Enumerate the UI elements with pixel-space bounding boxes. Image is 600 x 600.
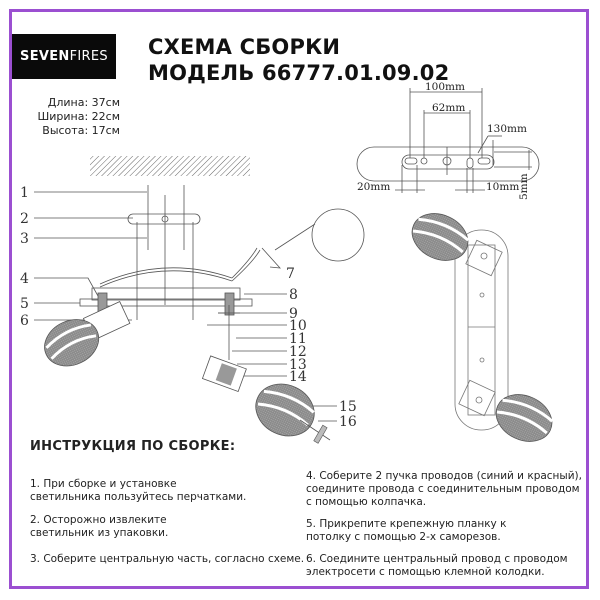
top-view-lamp-lower xyxy=(488,386,559,450)
step-6-line-1: 6. Соедините центральный провод с проводом xyxy=(306,553,568,565)
part-number-12: 12 xyxy=(289,344,307,360)
step-4-line-3: с помощью колпачка. xyxy=(306,496,427,508)
dim-100mm: 100mm xyxy=(425,81,465,93)
step-5-line-2: потолку с помощью 2-х саморезов. xyxy=(306,531,501,543)
step-2-line-1: 2. Осторожно извлеките xyxy=(30,514,167,526)
part-number-7: 7 xyxy=(286,266,295,282)
part-number-5: 5 xyxy=(20,296,29,312)
instruction-step-1 xyxy=(30,478,246,504)
instruction-step-3 xyxy=(30,553,304,566)
brand-light: FIRES xyxy=(69,49,108,64)
step-1-line-2: светильника пользуйтесь перчатками. xyxy=(30,491,247,503)
step-1-line-1: 1. При сборке и установке xyxy=(30,478,177,490)
title-line-2: МОДЕЛЬ 66777.01.09.02 xyxy=(148,61,450,85)
part-number-13: 13 xyxy=(289,357,307,373)
instructions-title: ИНСТРУКЦИЯ ПО СБОРКЕ: xyxy=(30,439,236,454)
part-number-11: 11 xyxy=(289,331,307,347)
right-lamp xyxy=(247,375,323,446)
part-number-1: 1 xyxy=(20,185,29,201)
dim-20mm: 20mm xyxy=(357,181,391,193)
top-view-lamp-upper xyxy=(404,205,475,269)
part-number-6: 6 xyxy=(20,313,29,329)
top-view xyxy=(455,230,508,430)
part-number-10: 10 xyxy=(289,318,307,334)
instruction-step-6 xyxy=(306,553,568,579)
step-5-line-1: 5. Прикрепите крепежную планку к xyxy=(306,518,507,530)
dim-130mm: 130mm xyxy=(487,123,527,135)
part-number-2: 2 xyxy=(20,211,29,227)
right-lamp-socket xyxy=(202,356,246,392)
part-number-9: 9 xyxy=(289,306,298,322)
ceiling-hatch xyxy=(90,156,250,176)
dim-5mm: 5mm xyxy=(518,173,530,200)
brand-bold: SEVEN xyxy=(20,49,70,64)
step-4-line-2: соедините провода с соединительным проводом xyxy=(306,483,580,495)
part-number-4: 4 xyxy=(20,271,29,287)
part-number-16: 16 xyxy=(339,414,357,430)
part-number-14: 14 xyxy=(289,369,307,385)
step-2-line-2: светильник из упаковки. xyxy=(30,527,169,539)
part-number-3: 3 xyxy=(20,231,29,247)
dimension-length: Длина: 37см xyxy=(47,96,120,109)
dimension-width: Ширина: 22см xyxy=(37,110,120,123)
instruction-step-5 xyxy=(306,518,506,544)
step-6-line-2: электросети с помощью клемной колодки. xyxy=(306,566,545,578)
part-number-15: 15 xyxy=(339,399,357,415)
instruction-step-4 xyxy=(306,470,582,509)
dimension-height: Высота: 17см xyxy=(42,124,120,137)
left-lamp xyxy=(37,297,136,374)
step-4-line-1: 4. Соберите 2 пучка проводов (синий и красный), xyxy=(306,470,582,482)
instruction-step-2 xyxy=(30,514,168,540)
title-line-1: СХЕМА СБОРКИ xyxy=(148,35,341,59)
part-number-8: 8 xyxy=(289,287,298,303)
dim-62mm: 62mm xyxy=(432,102,466,114)
step-3-line-1: 3. Соберите центральную часть, согласно схеме. xyxy=(30,553,305,565)
exploded-view-lines xyxy=(34,185,364,421)
dim-10mm: 10mm xyxy=(486,181,520,193)
